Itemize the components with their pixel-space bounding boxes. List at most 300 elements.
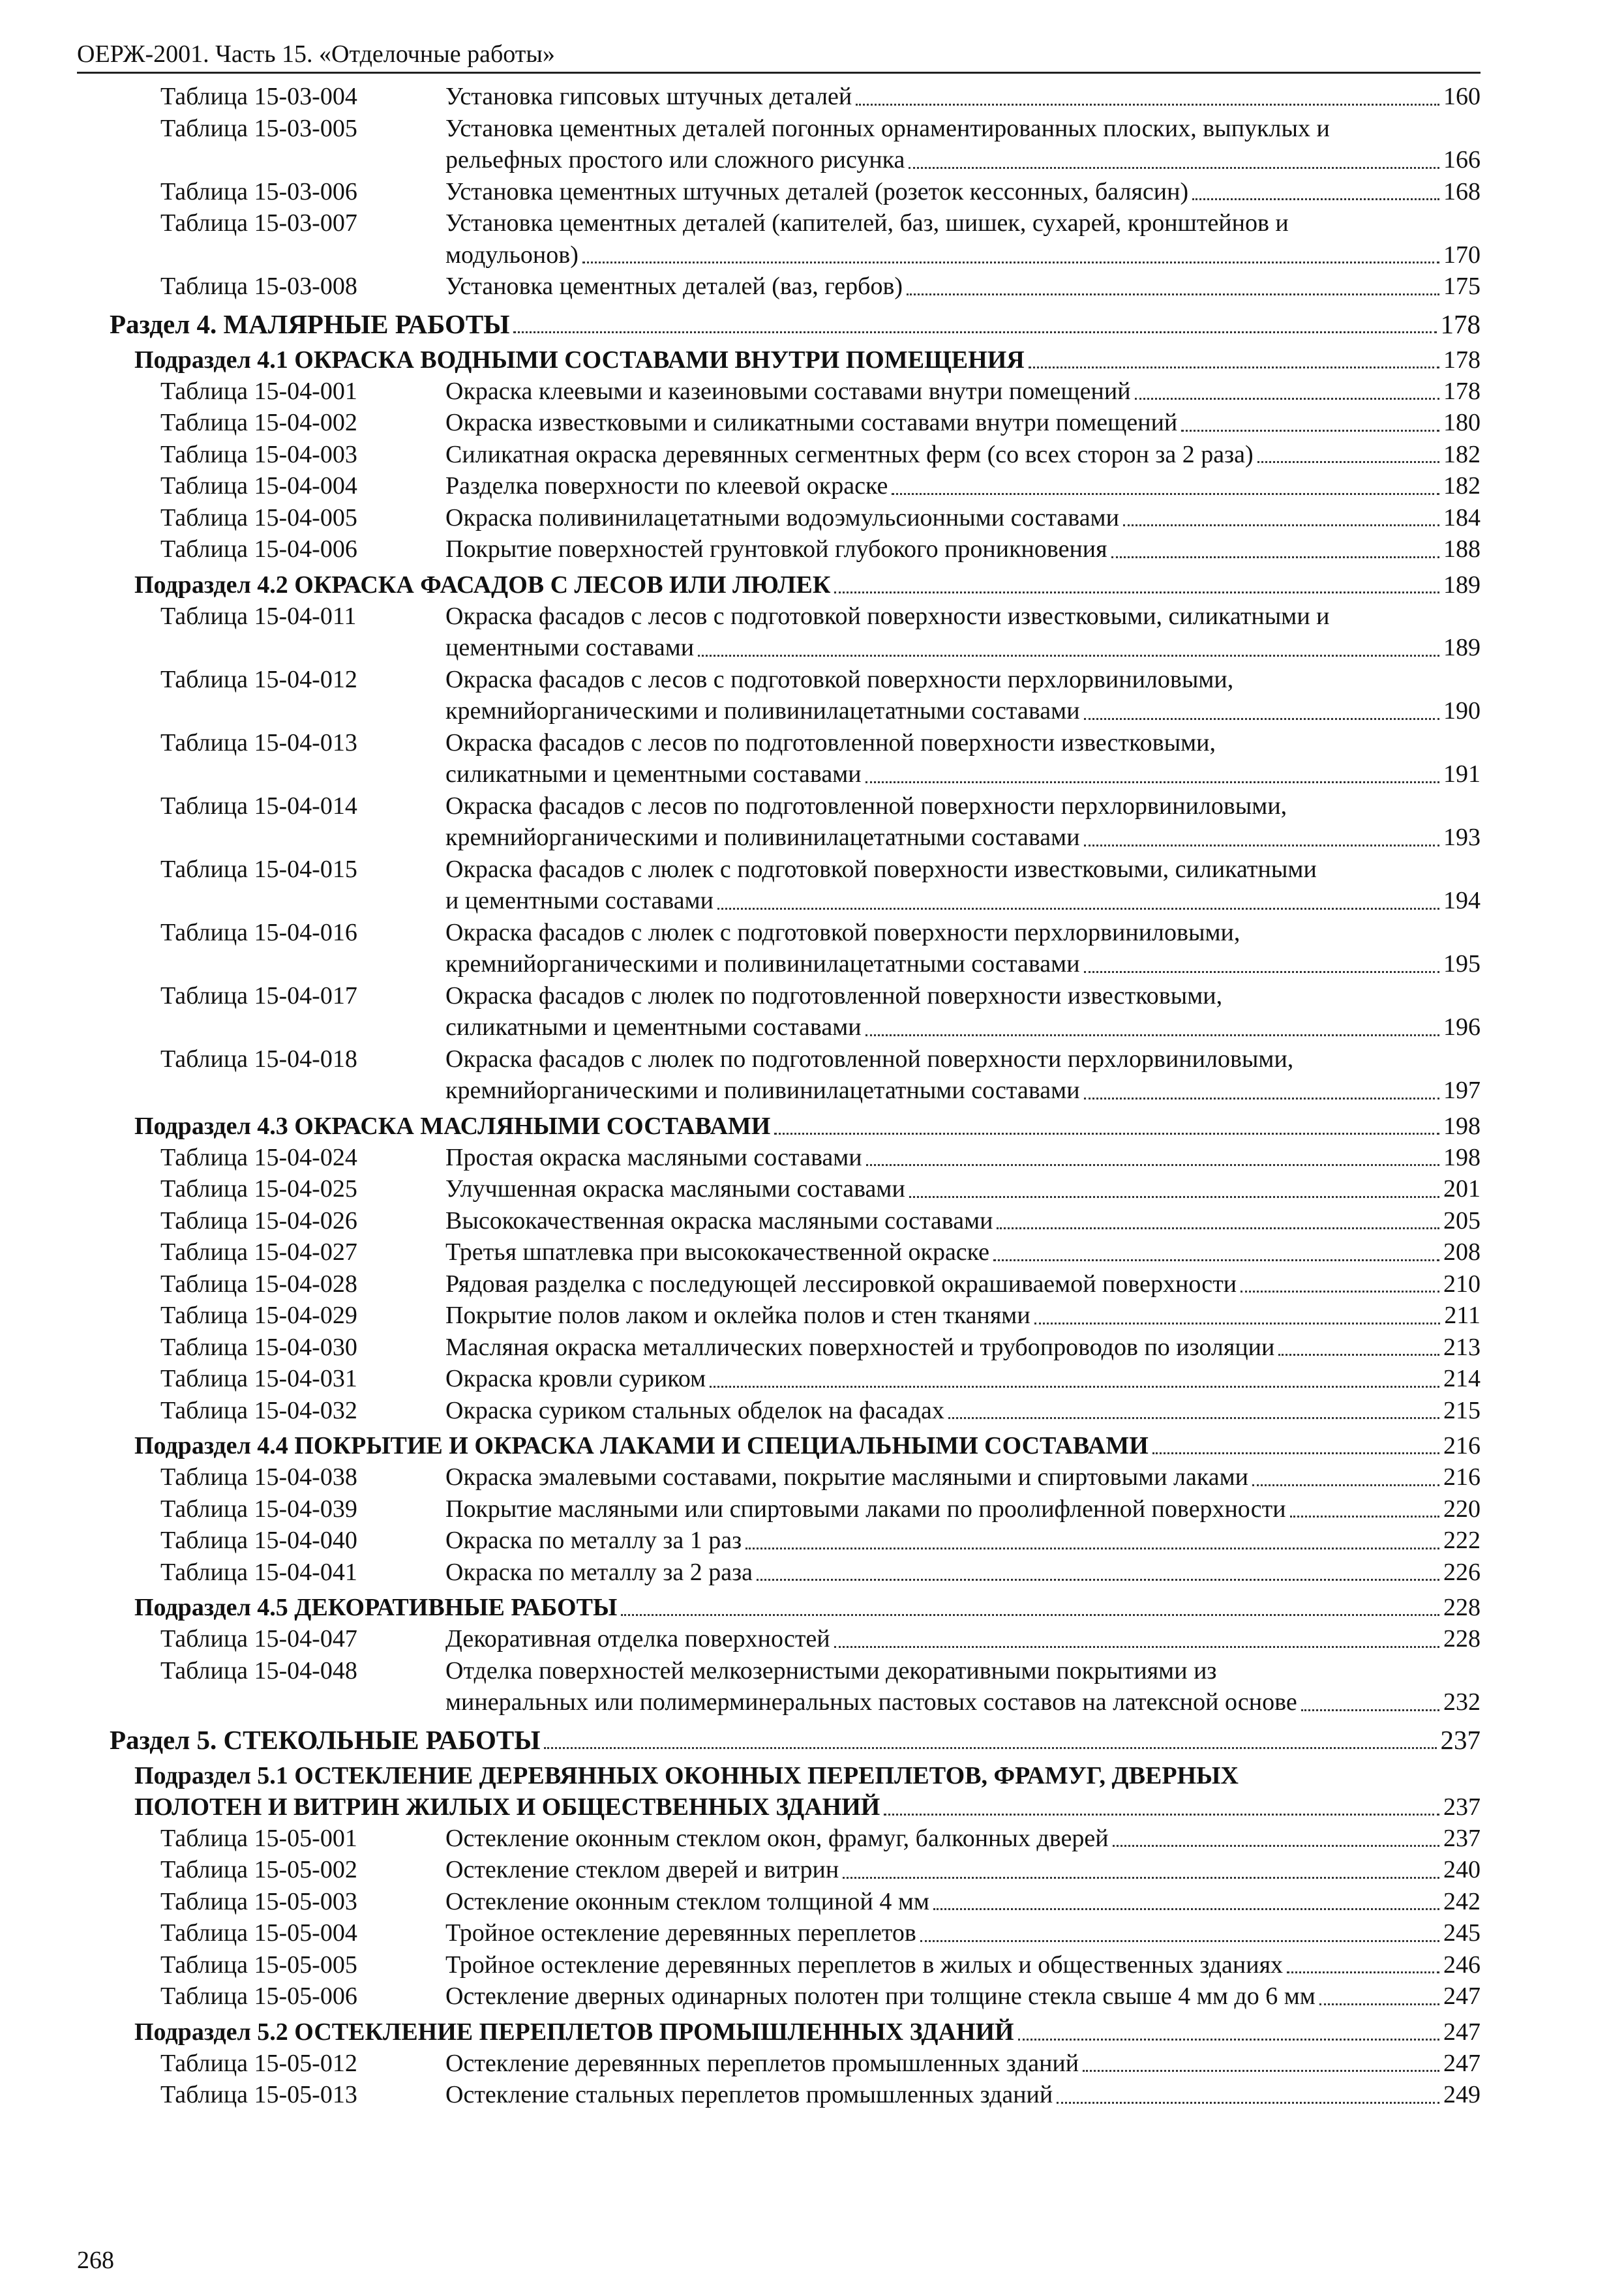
dot-leader	[993, 1259, 1439, 1261]
toc-subsection-heading	[110, 1430, 1481, 1461]
entry-line	[445, 1236, 1481, 1268]
table-code: Таблица 15-04-024	[160, 1143, 357, 1171]
dot-leader	[698, 655, 1439, 657]
entry-line	[445, 144, 1481, 176]
toc-subsection-heading	[110, 344, 1481, 376]
dot-leader	[920, 1940, 1439, 1942]
entry-title: Окраска эмалевыми составами, покрытие масляными и спиртовыми лаками	[445, 1463, 1248, 1491]
table-entry-body	[445, 1461, 1481, 1493]
entry-line	[445, 1332, 1481, 1364]
toc-table-entry	[110, 727, 1481, 790]
table-entry-body	[445, 1525, 1481, 1557]
table-code: Таблица 15-05-004	[160, 1919, 357, 1947]
table-entry-body	[445, 407, 1481, 439]
entry-title: Окраска фасадов с люлек с подготовкой поверхности перхлорвиниловыми,	[445, 918, 1241, 946]
toc-table-entry	[110, 1886, 1481, 1918]
entry-page: 214	[1443, 1365, 1481, 1392]
entry-title: Окраска фасадов с лесов с подготовкой поверхности перхлорвиниловыми,	[445, 665, 1234, 693]
table-entry-body	[445, 1300, 1481, 1332]
entry-title: Покрытие поверхностей грунтовкой глубокого проникновения	[445, 535, 1107, 563]
table-entry-body	[445, 1981, 1481, 2012]
dot-leader	[1241, 1291, 1439, 1293]
dot-leader	[909, 167, 1439, 169]
entry-line	[445, 1268, 1481, 1300]
toc-table-entry	[110, 1363, 1481, 1395]
toc-table-entry	[110, 601, 1481, 664]
entry-title: Раздел 5. СТЕКОЛЬНЫЕ РАБОТЫ	[110, 1724, 541, 1755]
table-code: Таблица 15-04-032	[160, 1396, 357, 1424]
entry-title: Отделка поверхностей мелкозернистыми декоративными покрытиями из	[445, 1656, 1217, 1684]
entry-page: 201	[1443, 1175, 1481, 1203]
table-entry-body	[445, 439, 1481, 471]
table-code: Таблица 15-04-004	[160, 472, 357, 500]
toc-table-entry	[110, 533, 1481, 565]
entry-line	[445, 1043, 1481, 1075]
entry-title: Установка цементных деталей (капителей, баз, шишек, сухарей, кронштейнов и	[445, 209, 1289, 237]
toc-subsection-heading	[110, 1760, 1481, 1823]
entry-page: 226	[1443, 1558, 1481, 1586]
entry-title: кремнийорганическими и поливинилацетатными составами	[445, 697, 1080, 725]
table-code: Таблица 15-03-004	[160, 83, 357, 110]
table-code: Таблица 15-04-012	[160, 665, 357, 693]
entry-title: Установка цементных деталей (ваз, гербов)	[445, 273, 903, 300]
table-code: Таблица 15-04-048	[160, 1656, 357, 1684]
entry-title: Подраздел 5.2 ОСТЕКЛЕНИЕ ПЕРЕПЛЕТОВ ПРОМЫШЛЕННЫХ ЗДАНИЙ	[134, 2018, 1014, 2046]
toc-table-entry	[110, 407, 1481, 439]
entry-line	[445, 113, 1481, 145]
toc-table-entry	[110, 980, 1481, 1043]
entry-page: 170	[1443, 241, 1481, 269]
entry-line	[445, 1623, 1481, 1655]
entry-title: Окраска фасадов с люлек по подготовленной поверхности перхлорвиниловыми,	[445, 1045, 1294, 1073]
table-code: Таблица 15-04-002	[160, 409, 357, 436]
entry-page: 216	[1443, 1432, 1481, 1459]
entry-title: Окраска фасадов с люлек с подготовкой поверхности известковыми, силикатными	[445, 855, 1317, 883]
entry-title: Покрытие полов лаком и оклейка полов и стен тканями	[445, 1302, 1030, 1329]
entry-title: рельефных простого или сложного рисунка	[445, 146, 905, 173]
dot-leader	[1057, 2102, 1439, 2104]
entry-title: Тройное остекление деревянных переплетов	[445, 1919, 916, 1947]
table-entry-body	[445, 376, 1481, 408]
entry-page: 237	[1443, 1824, 1481, 1852]
dot-leader	[513, 331, 1436, 333]
entry-line	[445, 176, 1481, 208]
entry-page: 195	[1443, 950, 1481, 978]
entry-title: Покрытие масляными или спиртовыми лаками по проолифленной поверхности	[445, 1495, 1286, 1523]
table-entry-body	[445, 1173, 1481, 1205]
entry-line	[445, 727, 1481, 759]
entry-title: Окраска фасадов с лесов по подготовленной поверхности перхлорвиниловыми,	[445, 792, 1287, 820]
dot-leader	[884, 1814, 1439, 1816]
dot-leader	[1084, 1098, 1439, 1100]
entry-line	[445, 1686, 1481, 1718]
dot-leader	[1084, 718, 1439, 720]
toc-subsection-heading	[110, 2016, 1481, 2048]
table-entry-body	[445, 1854, 1481, 1886]
toc-table-entry	[110, 1142, 1481, 1174]
dot-leader	[1034, 1323, 1441, 1324]
entry-line	[445, 271, 1481, 303]
dot-leader	[1113, 1845, 1439, 1847]
table-code: Таблица 15-04-014	[160, 792, 357, 820]
entry-page: 215	[1443, 1396, 1481, 1424]
toc-table-entry	[110, 1655, 1481, 1718]
entry-page: 197	[1443, 1077, 1481, 1104]
entry-title: модульонов)	[445, 241, 579, 269]
entry-line	[445, 948, 1481, 980]
entry-line	[445, 1142, 1481, 1174]
entry-line	[445, 207, 1481, 239]
table-entry-body	[445, 1043, 1481, 1107]
entry-page: 208	[1443, 1238, 1481, 1266]
dot-leader	[948, 1417, 1439, 1419]
entry-line	[445, 1557, 1481, 1589]
entry-line	[445, 2079, 1481, 2111]
dot-leader	[1084, 845, 1439, 846]
toc-table-entry	[110, 439, 1481, 471]
table-entry-body	[445, 2048, 1481, 2080]
entry-page: 249	[1443, 2081, 1481, 2108]
toc-table-entry	[110, 176, 1481, 208]
entry-line	[445, 1981, 1481, 2012]
entry-line	[445, 917, 1481, 949]
toc-table-entry	[110, 1236, 1481, 1268]
dot-leader	[865, 1034, 1439, 1036]
entry-page: 247	[1443, 2018, 1481, 2046]
entry-page: 193	[1443, 824, 1481, 851]
entry-title: Подраздел 4.1 ОКРАСКА ВОДНЫМИ СОСТАВАМИ ВНУТРИ ПОМЕЩЕНИЯ	[134, 346, 1025, 374]
entry-title: Окраска по металлу за 1 раз	[445, 1527, 742, 1554]
dot-leader	[1029, 367, 1439, 368]
table-code: Таблица 15-04-006	[160, 535, 357, 563]
entry-line	[445, 1854, 1481, 1886]
entry-line	[134, 1791, 1481, 1823]
entry-page: 245	[1443, 1919, 1481, 1947]
dot-leader	[1319, 2003, 1439, 2005]
toc-table-entry	[110, 271, 1481, 303]
entry-page: 213	[1443, 1333, 1481, 1361]
entry-title: Установка цементных деталей погонных орнаментированных плоских, выпуклых и	[445, 114, 1330, 142]
dot-leader	[757, 1579, 1439, 1581]
toc-table-entry	[110, 1300, 1481, 1332]
entry-line	[445, 790, 1481, 822]
toc-table-entry	[110, 1173, 1481, 1205]
entry-line	[134, 1760, 1481, 1791]
entry-line	[445, 533, 1481, 565]
table-entry-body	[445, 176, 1481, 208]
entry-line	[445, 822, 1481, 854]
toc-table-entry	[110, 2048, 1481, 2080]
dot-leader	[544, 1747, 1436, 1749]
dot-leader	[1287, 1971, 1439, 1973]
entry-line	[445, 980, 1481, 1012]
entry-line	[445, 885, 1481, 917]
dot-leader	[1181, 430, 1439, 432]
dot-leader	[933, 1908, 1439, 1910]
dot-leader	[843, 1877, 1439, 1879]
table-entry-body	[445, 1917, 1481, 1949]
entry-title: Масляная окраска металлических поверхностей и трубопроводов по изоляции	[445, 1333, 1275, 1361]
table-entry-body	[445, 502, 1481, 534]
table-entry-body	[445, 1655, 1481, 1718]
toc-table-entry	[110, 1623, 1481, 1655]
entry-title: Окраска по металлу за 2 раза	[445, 1558, 753, 1586]
table-entry-body	[445, 917, 1481, 980]
dot-leader	[1252, 1484, 1439, 1486]
toc-section-heading	[110, 1724, 1481, 1756]
entry-title: Простая окраска масляными составами	[445, 1143, 862, 1171]
table-code: Таблица 15-04-025	[160, 1175, 357, 1203]
dot-leader	[1135, 398, 1439, 400]
table-code: Таблица 15-05-001	[160, 1824, 357, 1852]
table-code: Таблица 15-04-047	[160, 1625, 357, 1653]
entry-line	[445, 502, 1481, 534]
table-code: Таблица 15-04-001	[160, 377, 357, 405]
toc-table-entry	[110, 1268, 1481, 1300]
dot-leader	[834, 1646, 1439, 1648]
entry-title: Окраска известковыми и силикатными составами внутри помещений	[445, 409, 1178, 436]
entry-title: Декоративная отделка поверхностей	[445, 1625, 830, 1653]
dot-leader	[582, 262, 1439, 263]
dot-leader	[1084, 971, 1439, 973]
entry-line	[445, 1886, 1481, 1918]
entry-title: цементными составами	[445, 634, 695, 661]
entry-line	[445, 601, 1481, 633]
table-code: Таблица 15-03-008	[160, 273, 357, 300]
entry-title: Раздел 4. МАЛЯРНЫЕ РАБОТЫ	[110, 308, 510, 339]
table-code: Таблица 15-04-016	[160, 918, 357, 946]
table-of-contents	[110, 81, 1481, 2111]
entry-title: Третья шпатлевка при высококачественной окраске	[445, 1238, 990, 1266]
entry-line	[134, 1111, 1481, 1142]
dot-leader	[866, 1164, 1439, 1166]
dot-leader	[1083, 2070, 1439, 2072]
entry-line	[445, 1011, 1481, 1043]
toc-table-entry	[110, 1917, 1481, 1949]
toc-table-entry	[110, 207, 1481, 271]
table-code: Таблица 15-04-005	[160, 503, 357, 531]
entry-page: 198	[1443, 1112, 1481, 1140]
table-entry-body	[445, 664, 1481, 727]
table-code: Таблица 15-04-039	[160, 1495, 357, 1523]
toc-section-heading	[110, 308, 1481, 340]
table-entry-body	[445, 470, 1481, 502]
table-entry-body	[445, 533, 1481, 565]
entry-page: 178	[1443, 346, 1481, 374]
entry-line	[445, 239, 1481, 271]
entry-line	[445, 695, 1481, 727]
entry-page: 205	[1443, 1206, 1481, 1234]
toc-table-entry	[110, 470, 1481, 502]
table-code: Таблица 15-03-007	[160, 209, 357, 237]
dot-leader	[1301, 1709, 1439, 1711]
entry-page: 188	[1443, 535, 1481, 563]
table-code: Таблица 15-04-003	[160, 440, 357, 468]
toc-table-entry	[110, 1332, 1481, 1364]
dot-leader	[1123, 524, 1439, 526]
entry-line	[445, 1493, 1481, 1525]
entry-page: 246	[1443, 1951, 1481, 1979]
entry-page: 240	[1443, 1856, 1481, 1883]
entry-title: Окраска фасадов с лесов с подготовкой поверхности известковыми, силикатными и	[445, 602, 1330, 630]
table-code: Таблица 15-05-005	[160, 1951, 357, 1979]
entry-line	[110, 308, 1481, 340]
dot-leader	[774, 1133, 1439, 1135]
table-entry-body	[445, 1557, 1481, 1589]
table-entry-body	[445, 1236, 1481, 1268]
table-entry-body	[445, 1395, 1481, 1427]
table-entry-body	[445, 1623, 1481, 1655]
entry-page: 182	[1443, 440, 1481, 468]
entry-title: и цементными составами	[445, 887, 714, 914]
entry-page: 189	[1443, 634, 1481, 661]
entry-line	[445, 1205, 1481, 1237]
toc-table-entry	[110, 1205, 1481, 1237]
entry-title: Подраздел 4.4 ПОКРЫТИЕ И ОКРАСКА ЛАКАМИ И СПЕЦИАЛЬНЫМИ СОСТАВАМИ	[134, 1432, 1149, 1459]
toc-table-entry	[110, 81, 1481, 113]
entry-title: Подраздел 4.5 ДЕКОРАТИВНЫЕ РАБОТЫ	[134, 1594, 618, 1621]
entry-title: Высококачественная окраска масляными составами	[445, 1206, 993, 1234]
entry-line	[445, 439, 1481, 471]
entry-line	[445, 470, 1481, 502]
entry-title: Тройное остекление деревянных переплетов в жилых и общественных зданиях	[445, 1951, 1284, 1979]
table-code: Таблица 15-04-040	[160, 1527, 357, 1554]
entry-line	[445, 1917, 1481, 1949]
table-entry-body	[445, 81, 1481, 113]
toc-table-entry	[110, 1557, 1481, 1589]
entry-page: 166	[1443, 146, 1481, 173]
toc-table-entry	[110, 502, 1481, 534]
toc-table-entry	[110, 376, 1481, 408]
dot-leader	[710, 1386, 1439, 1388]
dot-leader	[717, 908, 1439, 910]
entry-line	[445, 407, 1481, 439]
entry-line	[445, 1461, 1481, 1493]
toc-table-entry	[110, 113, 1481, 176]
toc-table-entry	[110, 1854, 1481, 1886]
entry-title: Окраска фасадов с люлек по подготовленной поверхности известковыми,	[445, 981, 1223, 1010]
header-rule	[77, 72, 1481, 74]
toc-table-entry	[110, 1043, 1481, 1107]
entry-page: 211	[1444, 1302, 1481, 1329]
entry-line	[445, 854, 1481, 886]
entry-line	[445, 1363, 1481, 1395]
entry-line	[445, 1949, 1481, 1981]
entry-page: 228	[1443, 1594, 1481, 1621]
toc-table-entry	[110, 1461, 1481, 1493]
entry-title: Установка гипсовых штучных деталей	[445, 83, 852, 110]
toc-table-entry	[110, 2079, 1481, 2111]
running-header: ОЕРЖ-2001. Часть 15. «Отделочные работы»	[77, 40, 555, 68]
entry-page: 196	[1443, 1013, 1481, 1041]
toc-table-entry	[110, 1525, 1481, 1557]
table-code: Таблица 15-04-038	[160, 1463, 357, 1491]
toc-table-entry	[110, 664, 1481, 727]
entry-title: Разделка поверхности по клеевой окраске	[445, 472, 888, 500]
entry-line	[445, 2048, 1481, 2080]
toc-table-entry	[110, 854, 1481, 917]
entry-page: 210	[1443, 1270, 1481, 1298]
entry-title: Силикатная окраска деревянных сегментных ферм (со всех сторон за 2 раза)	[445, 440, 1254, 468]
dot-leader	[907, 293, 1439, 295]
entry-line	[445, 1655, 1481, 1687]
entry-title: Окраска поливинилацетатными водоэмульсионными составами	[445, 503, 1119, 531]
entry-line	[445, 1525, 1481, 1557]
toc-table-entry	[110, 1395, 1481, 1427]
entry-page: 237	[1443, 1793, 1481, 1821]
page-number: 268	[77, 2247, 114, 2274]
entry-title: Установка цементных штучных деталей (розеток кессонных, балясин)	[445, 177, 1189, 205]
entry-line	[445, 632, 1481, 664]
entry-page: 237	[1440, 1724, 1481, 1755]
entry-title: Остекление дверных одинарных полотен при толщине стекла свыше 4 мм до 6 мм	[445, 1982, 1316, 2010]
entry-title: Остекление оконным стеклом окон, фрамуг, балконных дверей	[445, 1824, 1109, 1852]
table-code: Таблица 15-05-006	[160, 1982, 357, 2010]
table-code: Таблица 15-04-018	[160, 1045, 357, 1073]
dot-leader	[1278, 1354, 1439, 1356]
table-entry-body	[445, 1823, 1481, 1855]
entry-page: 168	[1443, 177, 1481, 205]
table-code: Таблица 15-04-013	[160, 728, 357, 756]
toc-table-entry	[110, 1823, 1481, 1855]
entry-line	[134, 344, 1481, 376]
toc-table-entry	[110, 1949, 1481, 1981]
toc-table-entry	[110, 1493, 1481, 1525]
entry-page: 160	[1443, 83, 1481, 110]
entry-title: Окраска суриком стальных обделок на фасадах	[445, 1396, 944, 1424]
table-code: Таблица 15-03-005	[160, 114, 357, 142]
entry-title: Подраздел 4.3 ОКРАСКА МАСЛЯНЫМИ СОСТАВАМИ	[134, 1112, 771, 1140]
table-entry-body	[445, 601, 1481, 664]
table-entry-body	[445, 854, 1481, 917]
dot-leader	[1290, 1516, 1439, 1518]
table-entry-body	[445, 1205, 1481, 1237]
table-entry-body	[445, 113, 1481, 176]
dot-leader	[997, 1227, 1439, 1229]
entry-page: 228	[1443, 1625, 1481, 1653]
entry-line	[445, 758, 1481, 790]
table-entry-body	[445, 727, 1481, 790]
entry-page: 242	[1443, 1887, 1481, 1915]
dot-leader	[1257, 461, 1439, 463]
entry-page: 191	[1443, 760, 1481, 788]
table-entry-body	[445, 2079, 1481, 2111]
entry-title: Подраздел 5.1 ОСТЕКЛЕНИЕ ДЕРЕВЯННЫХ ОКОННЫХ ПЕРЕПЛЕТОВ, ФРАМУГ, ДВЕРНЫХ	[134, 1761, 1239, 1789]
dot-leader	[621, 1614, 1439, 1616]
entry-title: Остекление деревянных переплетов промышленных зданий	[445, 2049, 1079, 2077]
table-entry-body	[445, 790, 1481, 854]
entry-line	[134, 2016, 1481, 2048]
dot-leader	[834, 591, 1439, 593]
entry-title: Подраздел 4.2 ОКРАСКА ФАСАДОВ С ЛЕСОВ ИЛИ ЛЮЛЕК	[134, 571, 831, 599]
entry-page: 189	[1443, 571, 1481, 599]
toc-subsection-heading	[110, 569, 1481, 601]
table-code: Таблица 15-04-028	[160, 1270, 357, 1298]
entry-line	[445, 1173, 1481, 1205]
dot-leader	[745, 1548, 1439, 1549]
table-code: Таблица 15-05-013	[160, 2081, 357, 2108]
entry-page: 175	[1443, 273, 1481, 300]
dot-leader	[1152, 1452, 1439, 1454]
entry-title: Окраска фасадов с лесов по подготовленной поверхности известковыми,	[445, 728, 1216, 756]
entry-title: Остекление оконным стеклом толщиной 4 мм	[445, 1887, 929, 1915]
table-code: Таблица 15-04-031	[160, 1365, 357, 1392]
entry-line	[445, 664, 1481, 696]
dot-leader	[1018, 2039, 1439, 2041]
toc-table-entry	[110, 917, 1481, 980]
entry-title: Рядовая разделка с последующей лессировкой окрашиваемой поверхности	[445, 1270, 1237, 1298]
entry-title: кремнийорганическими и поливинилацетатными составами	[445, 950, 1080, 978]
